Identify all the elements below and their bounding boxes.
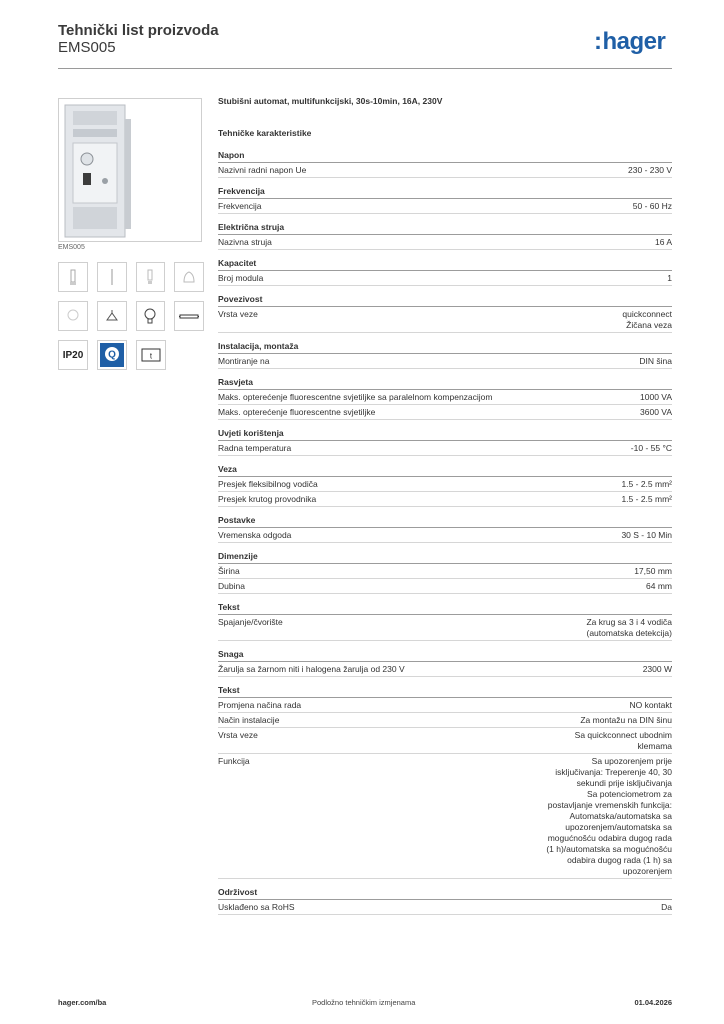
footer-note: Podložno tehničkim izmjenama bbox=[312, 998, 416, 1007]
spec-label: Radna temperatura bbox=[218, 443, 292, 453]
spec-value: 1.5 - 2.5 mm² bbox=[621, 479, 672, 489]
spec-label: Vrsta veze bbox=[218, 730, 258, 740]
spec-group bbox=[218, 464, 672, 507]
spec-group-title: Postavke bbox=[218, 515, 672, 528]
spec-value: 1000 VA bbox=[640, 392, 672, 402]
spec-group bbox=[218, 685, 672, 879]
spec-row bbox=[218, 354, 672, 369]
spec-row bbox=[218, 492, 672, 507]
spec-value: quickconnect Žičana veza bbox=[622, 309, 672, 330]
spec-group-title: Dimenzije bbox=[218, 551, 672, 564]
header-divider bbox=[58, 68, 672, 69]
spec-group bbox=[218, 428, 672, 456]
spec-label: Broj modula bbox=[218, 273, 264, 283]
spec-group-title: Instalacija, montaža bbox=[218, 341, 672, 354]
spec-group-title: Rasvjeta bbox=[218, 377, 672, 390]
quickconnect-letter: Q bbox=[108, 349, 116, 361]
spec-group bbox=[218, 649, 672, 677]
fluorescent-tube-icon bbox=[174, 301, 204, 331]
energy-saving-lamp-icon bbox=[136, 262, 166, 292]
page-title: Tehnički list proizvoda bbox=[58, 22, 219, 39]
section-title: Tehničke karakteristike bbox=[218, 128, 312, 138]
spec-label: Vrsta veze bbox=[218, 309, 258, 319]
product-code: EMS005 bbox=[58, 39, 116, 56]
spec-row bbox=[218, 477, 672, 492]
spec-group-title: Veza bbox=[218, 464, 672, 477]
spec-label: Vremenska odgoda bbox=[218, 530, 292, 540]
spec-value: 230 - 230 V bbox=[628, 165, 672, 175]
ceiling-lamp-icon bbox=[97, 301, 127, 331]
spec-row bbox=[218, 199, 672, 214]
spec-row bbox=[218, 754, 672, 879]
spec-label: Promjena načina rada bbox=[218, 700, 302, 710]
spec-group-title: Tekst bbox=[218, 602, 672, 615]
spec-label: Maks. opterećenje fluorescentne svjetiljke bbox=[218, 407, 376, 417]
spec-value: -10 - 55 °C bbox=[630, 443, 672, 453]
spec-group bbox=[218, 258, 672, 286]
spec-value: Za montažu na DIN šinu bbox=[580, 715, 672, 725]
spec-value: 1 bbox=[667, 273, 672, 283]
spec-value: Za krug sa 3 i 4 vodiča (automatska detekcija) bbox=[586, 617, 672, 638]
footer-date: 01.04.2026 bbox=[634, 998, 672, 1007]
spec-group bbox=[218, 294, 672, 333]
spec-group bbox=[218, 186, 672, 214]
spec-row bbox=[218, 235, 672, 250]
spec-group-title: Uvjeti korištenja bbox=[218, 428, 672, 441]
spec-label: Nazivni radni napon Ue bbox=[218, 165, 307, 175]
spec-label: Presjek krutog provodnika bbox=[218, 494, 317, 504]
spec-label: Nazivna struja bbox=[218, 237, 272, 247]
bulb-dim-icon bbox=[58, 301, 88, 331]
spec-row bbox=[218, 728, 672, 754]
logo-mark: : bbox=[594, 28, 602, 55]
spec-value: NO kontakt bbox=[629, 700, 672, 710]
spec-value: 30 S - 10 Min bbox=[621, 530, 672, 540]
spec-group-title: Napon bbox=[218, 150, 672, 163]
icon-row-1 bbox=[58, 262, 204, 292]
hand-icon bbox=[174, 262, 204, 292]
spec-label: Dubina bbox=[218, 581, 245, 591]
spec-group-title: Kapacitet bbox=[218, 258, 672, 271]
spec-value: 17,50 mm bbox=[634, 566, 672, 576]
spec-group-title: Održivost bbox=[218, 887, 672, 900]
spec-row bbox=[218, 579, 672, 594]
spec-label: Način instalacije bbox=[218, 715, 280, 725]
spec-label: Širina bbox=[218, 566, 240, 576]
spec-row bbox=[218, 528, 672, 543]
spec-row bbox=[218, 441, 672, 456]
icon-row-3 bbox=[58, 340, 204, 370]
spec-label: Maks. opterećenje fluorescentne svjetiljke sa paralelnom kompenzacijom bbox=[218, 392, 493, 402]
spec-row bbox=[218, 271, 672, 286]
spec-group-title: Frekvencija bbox=[218, 186, 672, 199]
product-image bbox=[58, 98, 202, 242]
spec-group bbox=[218, 377, 672, 420]
spec-value: 50 - 60 Hz bbox=[632, 201, 672, 211]
spec-row bbox=[218, 564, 672, 579]
product-image-caption: EMS005 bbox=[58, 244, 85, 251]
spec-group-title: Snaga bbox=[218, 649, 672, 662]
timer-icon bbox=[136, 340, 166, 370]
icon-row-2 bbox=[58, 301, 204, 331]
bulb-icon bbox=[136, 301, 166, 331]
spec-value: 1.5 - 2.5 mm² bbox=[621, 494, 672, 504]
spec-value: 2300 W bbox=[642, 664, 672, 674]
device-illustration bbox=[59, 99, 201, 241]
spec-row bbox=[218, 698, 672, 713]
spec-group bbox=[218, 341, 672, 369]
spec-label: Presjek fleksibilnog vodiča bbox=[218, 479, 318, 489]
footer-site[interactable]: hager.com/ba bbox=[58, 998, 107, 1007]
spec-group-title: Električna struja bbox=[218, 222, 672, 235]
spec-group bbox=[218, 887, 672, 915]
timer-letter: t bbox=[149, 351, 153, 361]
spec-group bbox=[218, 222, 672, 250]
product-description: Stubišni automat, multifunkcijski, 30s-10min, 16A, 230V bbox=[218, 96, 443, 106]
tube-icon bbox=[97, 262, 127, 292]
hager-logo bbox=[594, 28, 665, 56]
spec-value: 64 mm bbox=[646, 581, 672, 591]
spec-group bbox=[218, 602, 672, 641]
lamp-icon bbox=[58, 262, 88, 292]
spec-row bbox=[218, 662, 672, 677]
spec-row bbox=[218, 713, 672, 728]
spec-group bbox=[218, 551, 672, 594]
spec-label: Usklađeno sa RoHS bbox=[218, 902, 295, 912]
spec-label: Frekvencija bbox=[218, 201, 262, 211]
spec-row bbox=[218, 615, 672, 641]
ip-rating-badge: IP20 bbox=[58, 340, 88, 370]
spec-value: 16 A bbox=[654, 237, 672, 247]
spec-value: 3600 VA bbox=[640, 407, 672, 417]
spec-value: Sa quickconnect ubodnim klemama bbox=[574, 730, 672, 751]
spec-row bbox=[218, 390, 672, 405]
spec-group bbox=[218, 150, 672, 178]
spec-label: Funkcija bbox=[218, 756, 250, 766]
spec-groups bbox=[218, 150, 672, 915]
spec-row bbox=[218, 405, 672, 420]
spec-row bbox=[218, 900, 672, 915]
quickconnect-icon bbox=[97, 340, 127, 370]
spec-value: DIN šina bbox=[639, 356, 672, 366]
spec-label: Žarulja sa žarnom niti i halogena žarulja od 230 V bbox=[218, 664, 405, 674]
logo-text: hager bbox=[602, 28, 666, 55]
spec-group-title: Povezivost bbox=[218, 294, 672, 307]
spec-row bbox=[218, 307, 672, 333]
spec-group bbox=[218, 515, 672, 543]
spec-value: Da bbox=[661, 902, 672, 912]
spec-label: Spajanje/čvorište bbox=[218, 617, 283, 627]
specifications-panel bbox=[218, 96, 672, 915]
spec-value: Sa upozorenjem prije isključivanja: Treperenje 40, 30 sekundi prije isključivanja Sa potenciometrom za postavljanje vremenskih funkcija: Automatska/automatska sa upozorenjem/automatska sa mogućnošću odabira dugog rada (1 h)/automatska sa mogućnošću odabira dugog rada (1 h) sa upozorenjem bbox=[546, 756, 672, 876]
spec-group-title: Tekst bbox=[218, 685, 672, 698]
spec-label: Montiranje na bbox=[218, 356, 270, 366]
spec-row bbox=[218, 163, 672, 178]
icon-grid bbox=[58, 262, 204, 379]
